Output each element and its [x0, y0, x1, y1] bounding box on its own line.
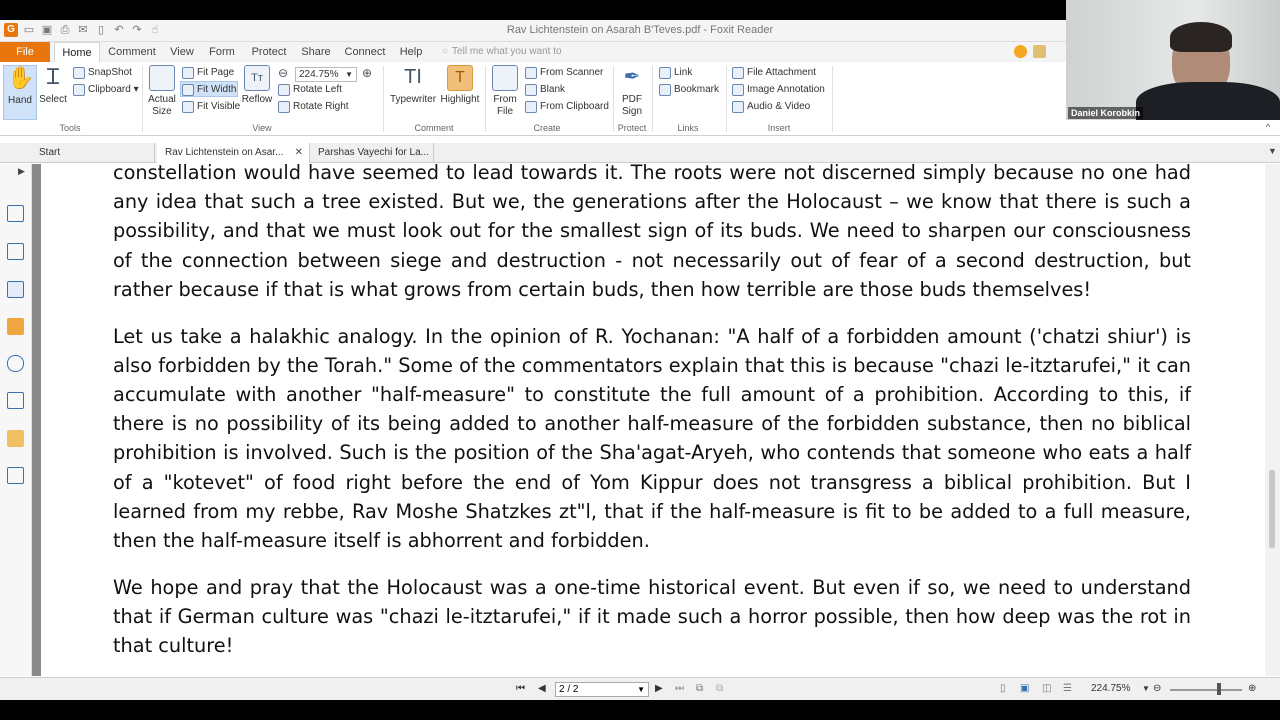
select-label: Select	[39, 94, 67, 105]
tab-home[interactable]: Home	[54, 42, 100, 62]
clipboard-icon	[525, 101, 537, 113]
webcam-overlay	[1066, 0, 1280, 120]
close-icon[interactable]: ✕	[294, 147, 303, 158]
bookmark-button[interactable]	[659, 82, 719, 98]
fit-page-button[interactable]	[182, 65, 234, 81]
paragraph: Let us take a halakhic analogy. In the opinion of R. Yochanan: "A half of a forbidden amount ('chatzi shiur') is also forbidden by the Torah." Some of the commentators explain that this is because "chazi le-itztarufei," it can accumulate with another "half-measure" to constitute the full amount of a prohibition. According to this, if there is no possibility of its being added to another half-measure of the forbidden substance, then no biblical prohibition is involved. Such is the position of the Sha'agat-Aryeh, who contends that someone who eats a half of a "kotevet" of food right before the end of Yom Kippur does not transgress a biblical prohibition. But I learned from my rebbe, Rav Moshe Shatzkes zt"l, that if the half-measure is fit to be added to a full measure, then the half-measure itself is abhorrent and forbidden.	[113, 324, 1191, 552]
actual-size-label-1: Actual	[148, 94, 176, 105]
next-view-icon[interactable]: ⧉	[716, 683, 724, 694]
reflow-icon: Tт	[244, 65, 270, 91]
rotate-left-icon	[278, 84, 290, 96]
expand-panel-icon[interactable]: ▶	[18, 166, 25, 176]
hand-label: Hand	[8, 95, 32, 106]
fit-page-label: Fit Page	[197, 67, 235, 78]
from-scanner-label: From Scanner	[540, 67, 604, 78]
page-number-input[interactable]	[555, 682, 649, 697]
select-tool-button[interactable]	[38, 65, 68, 120]
single-page-icon[interactable]: ▯	[1000, 683, 1006, 694]
fit-page-icon	[182, 67, 194, 79]
file-attachment-label: File Attachment	[747, 67, 816, 78]
menu-right-icons	[1014, 45, 1046, 58]
vertical-scrollbar[interactable]	[1265, 164, 1280, 676]
camera-icon	[73, 67, 85, 79]
from-file-button[interactable]	[489, 65, 521, 120]
from-clipboard-button[interactable]	[525, 99, 609, 115]
rotate-right-button[interactable]	[278, 99, 349, 115]
doc-tab-start[interactable]	[31, 143, 155, 163]
links-group-label: Links	[677, 123, 699, 133]
tab-connect[interactable]: Connect	[344, 46, 386, 58]
fit-width-label: Fit Width	[197, 84, 237, 95]
create-group-label: Create	[533, 123, 561, 133]
hand-tool-icon[interactable]: ☝	[151, 24, 159, 36]
document-view[interactable]	[41, 164, 1265, 676]
from-clipboard-label: From Clipboard	[540, 101, 609, 112]
tab-help[interactable]: Help	[399, 46, 423, 58]
comment-group-label: Comment	[414, 123, 454, 133]
fit-visible-icon	[182, 101, 194, 113]
print-icon[interactable]: ⎙	[60, 24, 70, 36]
clipboard-icon	[73, 84, 85, 96]
zoom-slider[interactable]	[1170, 689, 1242, 691]
insert-group-label: Insert	[767, 123, 791, 133]
typewriter-button[interactable]	[388, 65, 438, 120]
protect-group-label: Protect	[617, 123, 647, 133]
zoom-out-icon[interactable]: ⊖	[1153, 683, 1162, 694]
email-icon[interactable]: ✉	[78, 24, 88, 36]
actual-size-label-2: Size	[152, 106, 172, 117]
pdf-sign-button[interactable]	[617, 65, 647, 123]
window-title: Rav Lichtenstein on Asarah B'Teves.pdf - Foxit Reader	[506, 24, 774, 36]
actual-size-button[interactable]	[146, 65, 178, 120]
typewriter-label: Typewriter	[389, 94, 437, 105]
separator	[142, 66, 143, 132]
link-button[interactable]	[659, 65, 692, 81]
person-hair	[1170, 22, 1232, 52]
separator	[485, 66, 486, 132]
reflow-button[interactable]	[241, 65, 273, 120]
screen-bottom-bar	[0, 700, 1280, 720]
fit-visible-label: Fit Visible	[197, 101, 241, 112]
status-bar	[0, 677, 1280, 700]
tell-me-placeholder: Tell me what you want to	[452, 46, 562, 57]
reflow-label: Reflow	[241, 94, 273, 105]
first-page-icon[interactable]: ⏮	[516, 683, 525, 694]
media-icon	[732, 101, 744, 113]
comments-icon[interactable]	[7, 318, 24, 335]
image-annotation-label: Image Annotation	[747, 84, 825, 95]
clipboard-button[interactable]: Clipboard ▾	[73, 82, 139, 98]
clipboard-label: Clipboard	[88, 84, 131, 95]
tab-form[interactable]: Form	[209, 46, 235, 58]
rotate-left-button[interactable]	[278, 82, 342, 98]
collapse-ribbon-icon[interactable]: ^	[1266, 122, 1271, 132]
previous-view-icon[interactable]: ⧉	[696, 683, 704, 694]
blank-page-icon	[525, 84, 537, 96]
bookmarks-icon[interactable]	[7, 205, 24, 222]
separator	[726, 66, 727, 132]
separator	[383, 66, 384, 132]
tab-share[interactable]: Share	[301, 46, 331, 58]
text-cursor-icon: Ɪ	[46, 64, 60, 89]
image-icon	[732, 84, 744, 96]
actual-size-icon	[149, 65, 175, 91]
tab-strip-spacer	[0, 136, 1280, 143]
tab-comment[interactable]: Comment	[108, 46, 156, 58]
tab-view[interactable]: View	[170, 46, 194, 58]
open-icon[interactable]: ▭	[23, 24, 35, 36]
tools-group-label: Tools	[59, 123, 81, 133]
zoom-level-status[interactable]: 224.75%	[1091, 683, 1131, 694]
from-scanner-button[interactable]	[525, 65, 603, 81]
image-annotation-button[interactable]	[732, 82, 825, 98]
pages-icon[interactable]	[7, 243, 24, 260]
view-group-label: View	[252, 123, 272, 133]
doc-tab-label: Rav Lichtenstein on Asar...	[165, 147, 284, 158]
doc-tab-label: Parshas Vayechi for La...	[318, 147, 429, 158]
facing-page-icon[interactable]: ◫	[1042, 683, 1052, 694]
attachments-icon[interactable]	[7, 355, 24, 372]
audio-video-button[interactable]	[732, 99, 810, 115]
blank-button[interactable]	[525, 82, 565, 98]
highlight-label: Highlight	[440, 94, 480, 105]
page-number-value: 2 / 2	[559, 684, 579, 695]
foxit-logo-icon: G	[4, 23, 18, 37]
rotate-right-label: Rotate Right	[293, 101, 349, 112]
paragraph: constellation would have seemed to lead towards it. The roots were not discerned simply because no one had any idea that such a tree existed. But we, the generations after the Holocaust – we know that there is such a possibility, and that we must look out for the smallest sign of its buds. We need to sharpen our consciousness of the connection between siege and destruction - not necessarily out of fear of a second destruction, but rather because if that is what grows from certain buds, then how terrible are those buds themselves!	[113, 164, 1191, 301]
next-page-icon[interactable]: ▶	[655, 683, 663, 694]
blank-label: Blank	[540, 84, 566, 95]
file-tab[interactable]: File	[0, 42, 50, 62]
navigation-panel	[0, 164, 32, 676]
lightbulb-icon: ○	[442, 46, 449, 57]
fit-width-icon	[182, 84, 194, 96]
lock-icon[interactable]	[7, 430, 24, 447]
zoom-in-icon[interactable]: ⊕	[1248, 683, 1257, 694]
pen-icon: ✒	[623, 66, 641, 88]
continuous-facing-icon[interactable]: ☰	[1063, 683, 1072, 694]
tab-list-chevron-icon[interactable]: ▼	[1268, 146, 1277, 156]
previous-page-icon[interactable]: ◀	[538, 683, 546, 694]
pdf-sign-label-1: PDF	[622, 94, 642, 105]
bookmark-icon	[659, 84, 671, 96]
doc-tab-rav-lichtenstein[interactable]	[157, 143, 310, 163]
separator	[652, 66, 653, 132]
doc-tab-label: Start	[39, 147, 61, 158]
snapshot-button[interactable]	[73, 65, 132, 81]
zoom-dropdown-icon[interactable]: ▼	[1142, 684, 1150, 693]
new-icon[interactable]: ▯	[97, 24, 105, 36]
page-text	[113, 164, 1191, 676]
continuous-page-icon[interactable]: ▣	[1020, 683, 1030, 694]
signatures-icon[interactable]	[7, 392, 24, 409]
hand-tool-button[interactable]	[3, 65, 37, 120]
doc-tab-parshas-vayechi[interactable]	[310, 143, 434, 163]
pdf-sign-label-2: Sign	[621, 106, 642, 117]
rotate-right-icon	[278, 101, 290, 113]
chevron-down-icon: ▼	[637, 685, 645, 694]
tell-me-search[interactable]	[442, 42, 562, 62]
paragraph: We hope and pray that the Holocaust was a one-time historical event. But even if so, we need to understand that if German culture was "chazi le-itztarufei," if it made such a horror possible, then how deep was the rot in that culture!	[113, 575, 1191, 658]
smiley-icon[interactable]	[1014, 45, 1027, 58]
audio-video-label: Audio & Video	[747, 101, 811, 112]
tab-protect[interactable]: Protect	[251, 46, 287, 58]
fit-width-button[interactable]	[180, 81, 238, 97]
from-file-label-1: From	[493, 94, 517, 105]
zoom-slider-handle[interactable]	[1217, 683, 1221, 695]
snapshot-label: SnapShot	[88, 67, 132, 78]
hand-icon: ✋	[7, 65, 35, 90]
separator	[832, 66, 833, 132]
participant-name: Daniel Korobkin	[1068, 107, 1143, 119]
attachment-icon	[732, 67, 744, 79]
save-icon[interactable]: ▣	[41, 24, 53, 36]
chevron-down-icon: ▼	[345, 70, 353, 79]
highlight-icon: T	[447, 65, 473, 91]
scrollbar-thumb[interactable]	[1269, 470, 1275, 548]
last-page-icon[interactable]: ⏭	[675, 683, 684, 694]
document-tabs	[0, 143, 1280, 163]
link-label: Link	[674, 67, 693, 78]
redo-icon[interactable]: ↷	[132, 24, 142, 36]
page-gutter	[32, 164, 41, 676]
zoom-in-icon[interactable]: ⊕	[362, 66, 373, 80]
tools-icon[interactable]	[7, 467, 24, 484]
rotate-left-label: Rotate Left	[293, 84, 342, 95]
layers-icon[interactable]	[7, 281, 24, 298]
folder-icon[interactable]	[1033, 45, 1046, 58]
person-body	[1136, 82, 1280, 120]
fit-visible-button[interactable]	[182, 99, 240, 115]
zoom-level-select[interactable]	[295, 67, 357, 82]
from-file-label-2: File	[496, 106, 514, 117]
zoom-out-icon[interactable]: ⊖	[278, 66, 289, 80]
undo-icon[interactable]: ↶	[114, 24, 124, 36]
zoom-level-value: 224.75%	[299, 69, 339, 80]
highlight-button[interactable]	[440, 65, 480, 120]
link-icon	[659, 67, 671, 79]
from-file-icon	[492, 65, 518, 91]
scanner-icon	[525, 67, 537, 79]
typewriter-icon: TI	[404, 66, 422, 88]
file-attachment-button[interactable]	[732, 65, 816, 81]
bookmark-label: Bookmark	[674, 84, 720, 95]
